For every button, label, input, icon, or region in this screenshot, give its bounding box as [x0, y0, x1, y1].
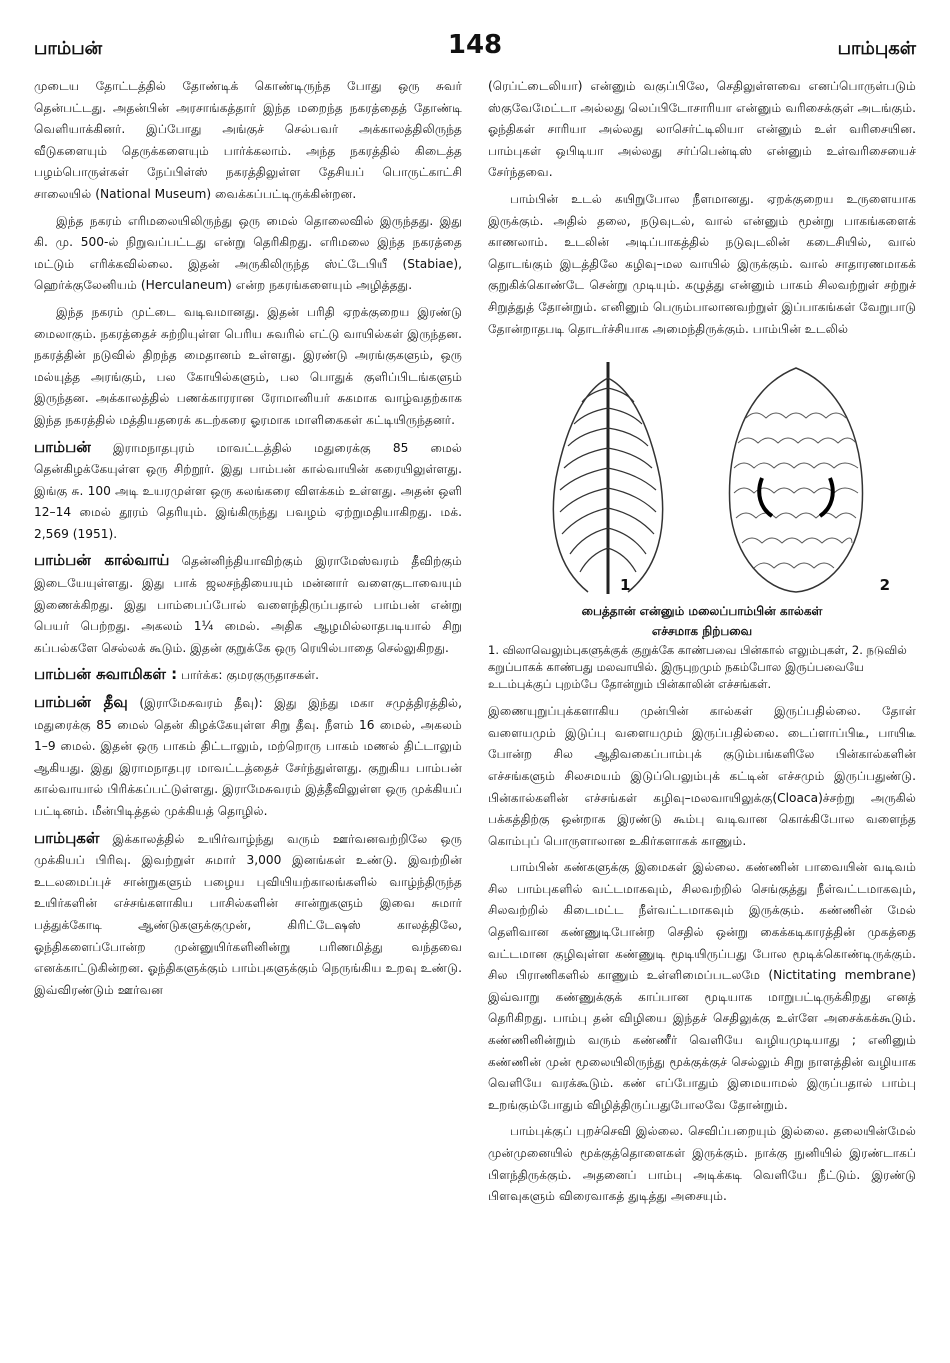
- figure-label-2: 2: [879, 576, 890, 595]
- entry-paragraph: [34, 550, 462, 659]
- entry-heading: பாம்பன் கால்வாய்: [34, 551, 170, 570]
- paragraph: (ரெப்ட்டைலியா) என்னும் வகுப்பிலே, செதிலுள்ளவை எனப்பொருள்படும் ஸ்குவேமேட்டா அல்லது லெப்பிடோசாரியா என்னும் வரிசைக்குள் அடங்கும். ஓந்திகள் சாரியா அல்லது லாசெர்ட்டிலியா என்னும் உள் வரிசையின. பாம்புகள் ஒபிடியா அல்லது சர்ப்பென்டிஸ் என்னும் உள்வரிசையைச் சேர்ந்தவை.: [488, 79, 916, 180]
- python-hindlimb-figure: [488, 348, 916, 598]
- entry-paragraph: [34, 692, 462, 823]
- entry-text: (இராமேசுவரம் தீவு): இது இந்து மகா சமுத்திரத்தில், மதுரைக்கு 85 மைல் தென் கிழக்கேயுள்ள சிறு தீவு. நீளம் 16 மைல், அகலம் 1–9 மைல். இதன் ஒரு பாகம் திட்டாலும், மற்றொரு பாகம் மணல் திட்டாலும் ஆகியது. இது இராமநாதபுர மாவட்டத்தைச் சேர்ந்துள்ளது. குறுகிய பாம்பன் கால்வாயால் பிரிக்கப்பட்டுள்ளது. இராமேசுவரம் இத்தீவிலுள்ள ஒரு முக்கியப் பட்டினம். மீன்பிடித்தல் முக்கியத் தொழில்.: [34, 696, 462, 818]
- page-number: 148: [447, 30, 503, 60]
- figure-skeleton: [528, 358, 688, 598]
- paragraph: பாம்புக்குப் புறச்செவி இல்லை. செவிப்பறையும் இல்லை. தலையின்மேல் முன்முனையில் மூக்குத்தொளைகள் இருக்கும். நாக்கு நுனியில் இரண்டாகப் பிளந்திருக்கும். அதனைப் பாம்பு அடிக்கடி வெளியே நீட்டும். இரண்டு பிளவுகளும் விரைவாகத் துடித்து அசையும்.: [488, 1124, 916, 1204]
- entry-paragraph: [34, 437, 462, 546]
- scales-illustration: [716, 358, 876, 598]
- entry-paragraph: [34, 664, 462, 687]
- header-right-word: பாம்புகள்: [837, 38, 916, 59]
- left-column: [34, 76, 462, 1213]
- entry-heading: பாம்பன் தீவு: [34, 693, 128, 712]
- figure-scales: [716, 358, 890, 598]
- right-column: [488, 76, 916, 1213]
- figure-label-1: 1: [620, 576, 631, 595]
- figure-title: பைத்தான் என்னும் மலைப்பாம்பின் கால்கள்: [581, 604, 823, 619]
- paragraph: இந்த நகரம் முட்டை வடிவமானது. இதன் பரிதி ஏறக்குறைய இரண்டு மைலாகும். நகரத்தைச் சுற்றியுள்ள பெரிய சுவரில் எட்டு வாயில்கள் இருந்தன. நகரத்தின் நடுவில் திறந்த மைதானம் உள்ளது. இரண்டு அரங்குகளும், ஒரு மல்யுத்த அரங்கும், பல கோயில்களும், பல பொதுக் குளிப்பிடங்களும் இருந்தன. அக்காலத்தில் பணக்காரரான ரோமானியர் சுகமாக வாழ்வதற்காக இந்த நகரத்தில் மத்தியதரைக் கடற்கரை ஓரமாக மாளிகைகள் கட்டியிருந்தனர்.: [34, 304, 462, 427]
- paragraph: இணையுறுப்புக்களாகிய முன்பின் கால்கள் இருப்பதில்லை. தோள் வளையமும் இடுப்பு வளையமும் இருப்பதில்லை. டைப்ளாப்பிடீ, பாயிடீ போன்ற சில ஆதிவகைப்பாம்புக் குடும்பங்களிலே பின்கால்களின் எச்சங்களும் சிலசமயம் இடுப்பெலும்புக் கட்டின் எச்சமும் இருப்பதுண்டு. பின்கால்களின் எச்சங்கள் கழிவு–மலவாயிலுக்கு(Cloaca)ச்சற்று அருகில் பக்கத்திற்கு ஒன்றாக இரண்டு கூம்பு வடிவான கொக்கிபோல வளைந்த கொம்புப் பொருளாலான உகிர்களாகக் காணும்.: [488, 704, 916, 848]
- entry-heading: பாம்புகள்: [34, 828, 100, 847]
- entry-text: தென்னிந்தியாவிற்கும் இராமேஸ்வரம் தீவிற்கும் இடையேயுள்ளது. இது பாக் ஜலசந்தியையும் மன்னார் வளைகுடாவையும் இணைக்கிறது. இது பாம்பைப்போல் வளைந்திருப்பதால் பாம்பன் என்று பெயர் பெற்றது. அகலம் 1¼ மைல். அதிக ஆழமில்லாதபடியால் சிறு கப்பல்களே செல்லக் கூடும். இதன் குறுக்கே ஒரு ரெயில்பாதை செல்லுகிறது.: [34, 554, 462, 655]
- header-left-word: பாம்பன்: [34, 38, 103, 59]
- entry-text: இக்காலத்தில் உயிர்வாழ்ந்து வரும் ஊர்வனவற்றிலே ஒரு முக்கியப் பிரிவு. இவற்றுள் சுமார் 3,000 இனங்கள் உண்டு. இவற்றின் உடலமைப்புச் சான்றுகளும் பழைய புவியியற்காலங்களில் வாழ்ந்திருந்த உயிர்களின் எச்சங்களாகிய பாசில்களின் சான்றுகளும் இவை சுமார் பத்துக்கோடி ஆண்டுகளுக்குமுன், கிரிட்டேஷஸ் காலத்திலே, ஓந்திகளைப்போன்ற முன்னுயிர்களினின்று பரிணமித்து வந்தவை எனக்காட்டுகின்றன. ஓந்திகளுக்கும் பாம்புகளுக்கும் நெருங்கிய உறவு உண்டு. இவ்விரண்டும் ஊர்வன: [34, 831, 462, 997]
- entry-heading: பாம்பன்: [34, 437, 91, 456]
- paragraph: பாம்பின் உடல் கயிறுபோல நீளமானது. ஏறக்குறைய உருளையாக இருக்கும். அதில் தலை, நடுவுடல், வால் என்னும் மூன்று பாகங்களைக் காணலாம். உடலின் அடிப்பாகத்தில் நடுவுடலின் கடைசியில், வால் தொடங்கும் இடத்திலே கழிவு–மல வாயில் இருக்கும். வால் சாதாரணமாகக் குறுகிக்கொண்டே சென்று முடியும். கழுத்து என்னும் பாகம் சிலவற்றுள் சற்றுச் சிறுத்துத் தோன்றும். எனினும் பெரும்பாலானவற்றுள் இப்பாகங்கள் வேறுபாடு தோன்றாதபடி தொடர்ச்சியாக அமைந்திருக்கும். பாம்பின் உடலில்: [488, 191, 916, 336]
- entry-paragraph: [34, 828, 462, 1002]
- skeleton-illustration: [528, 358, 688, 598]
- entry-text: இராமநாதபுரம் மாவட்டத்தில் மதுரைக்கு 85 மைல் தென்கிழக்கேயுள்ள ஒரு சிற்றூர். இது பாம்பன் கால்வாயின் கரையிலுள்ளது. இங்கு சு. 100 அடி உயரமுள்ள ஒரு கலங்கரை விளக்கம் உள்ளது. அதன் ஒளி 12–14 மைல் தூரம் தெரியும். இங்கிருந்து பவழம் ஏற்றுமதியாகிறது. மக். 2,569 (1951).: [34, 440, 462, 541]
- paragraph: இந்த நகரம் எரிமலையிலிருந்து ஒரு மைல் தொலைவில் இருந்தது. இது கி. மு. 500-ல் நிறுவப்பட்டது என்று தெரிகிறது. எரிமலை இந்த நகரத்தை மட்டும் எரிக்கவில்லை. இதன் அருகிலிருந்த ஸ்ட்டேபியீ (Stabiae), ஹெர்க்குலேனியம் (Herculaneum) என்ற நகரங்களையும் அழித்தது.: [34, 213, 462, 293]
- entry-text: பார்க்க: குமரகுருதாசகள்.: [177, 668, 319, 683]
- entry-heading: பாம்பன் சுவாமிகள் :: [34, 665, 178, 684]
- paragraph: முடைய தோட்டத்தில் தோண்டிக் கொண்டிருந்த போது ஒரு சுவர் தென்பட்டது. அதன்பின் அரசாங்கத்தார் இந்த மறைந்த நகரத்தைத் தோண்டி வெளியாக்கினர். இப்போது அங்குச் செல்பவர் அக்காலத்திலிருந்த வீடுகளையும் தெருக்களையும் பார்க்கலாம். அந்த நகரத்தில் கிடைத்த பழம்பொருள்கள் நேப்பிள்ஸ் நகரத்திலுள்ள தேசியப் பொருட்காட்சி சாலையில் (National Museum) வைக்கப்பட்டிருக்கின்றன.: [34, 79, 462, 201]
- page-header: [34, 30, 916, 70]
- figure-caption: 1. விலாவெலும்புகளுக்குக் குறுக்கே காண்பவை பின்கால் எலும்புகள், 2. நடுவில் கறுப்பாகக் காண்பது மலவாயில். இருபுறமும் நகம்போல இருப்பவையே உடம்புக்குப் புறம்பே தோன்றும் பின்காலின் எச்சங்கள்.: [488, 643, 907, 692]
- figure-subtitle: எச்சமாக நிற்பவை: [651, 624, 753, 639]
- paragraph: பாம்பின் கண்களுக்கு இமைகள் இல்லை. கண்ணின் பாவையின் வடிவம் சில பாம்புகளில் வட்டமாகவும், சிலவற்றில் செங்குத்து நீள்வட்டமாகவும், சிலவற்றில் கிடைமட்ட நீள்வட்டமாகவும் இருக்கும். கண்ணின் மேல் தெளிவான கண்ணுடிபோன்ற செதில் ஒன்று கைக்கடிகாரத்தின் முகத்தை வட்டமான குழிவுள்ள கண்ணுடி மூடியிருப்பது போல மூடிக்கொண்டிருக்கும். சில பிராணிகளில் காணும் உள்ளிமைப்படலமே (Nictitating membrane) இவ்வாறு கண்ணுக்குக் காப்பான மூடியாக மாறுபட்டிருக்கிறது எனத் தெரிகிறது. பாம்பு தன் விழியை இந்தச் செதிலுக்கு உள்ளே அசைக்கக்கூடும். கண்ணினின்றும் வரும் கண்ணீர் வெளியே வழியமுடியாது ; எனினும் கண்ணின் முன் மூலையிலிருந்து மூக்குக்குச் செல்லும் சிறு நாளத்தின் வழியாக வெளியே வரக்கூடும். கண் எப்போதும் இமையாமல் இருப்பதால் பாம்பு உறங்கும்போதும் விழித்திருப்பதுபோலவே தோன்றும்.: [488, 860, 916, 1112]
- text-columns: [34, 76, 916, 1213]
